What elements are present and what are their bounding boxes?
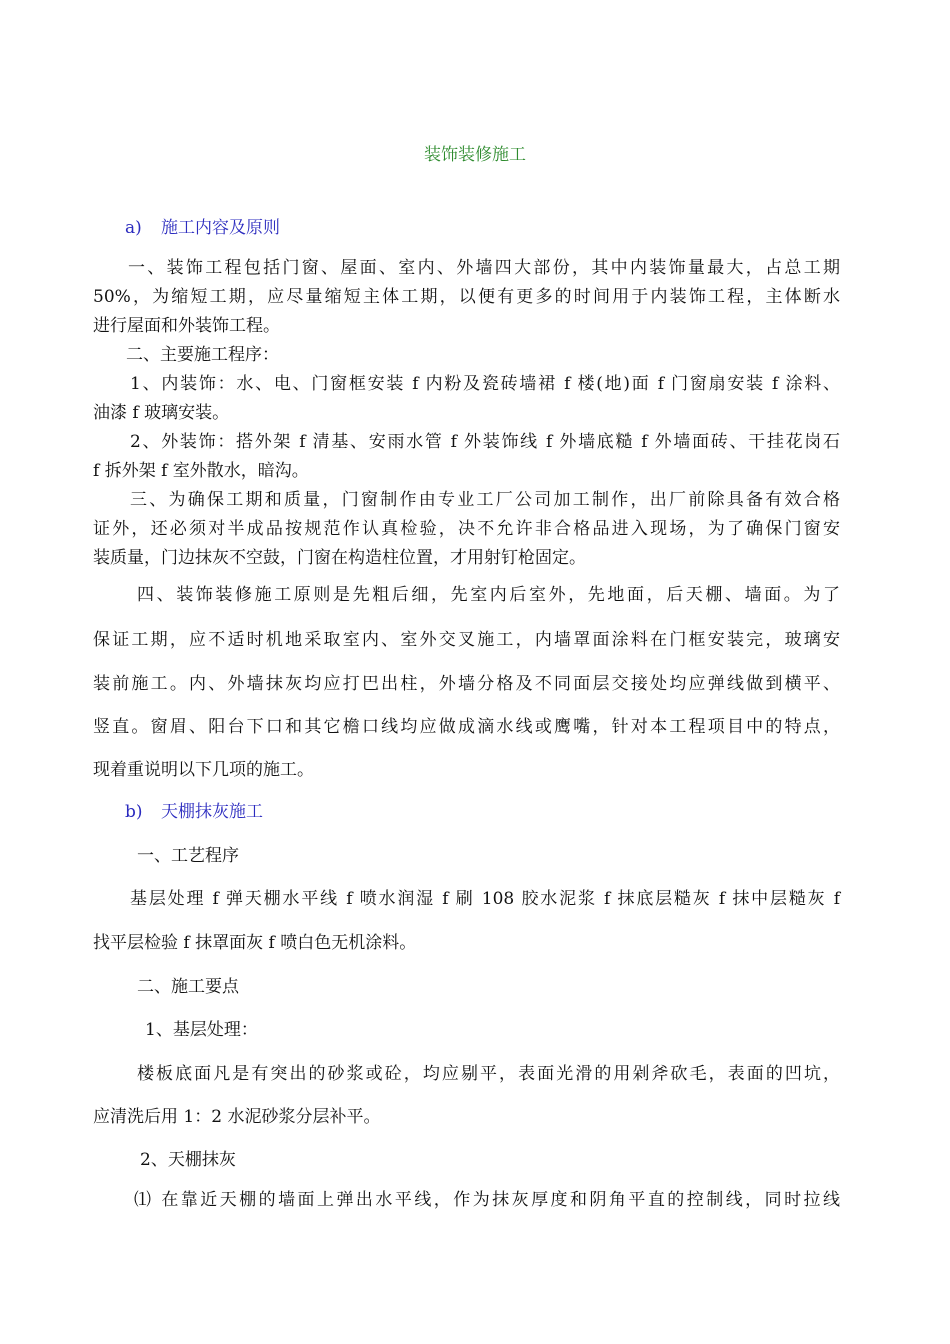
paragraph-line: 证外，还必须对半成品按规范作认真检验，决不允许非合格品进入现场，为了确保门窗安	[93, 519, 840, 539]
paragraph-line: 保证工期，应不适时机地采取室内、室外交叉施工，内墙罩面涂料在门框安装完，玻璃安	[93, 630, 840, 650]
section-a-marker: a)	[125, 218, 142, 238]
paragraph-line: 楼板底面凡是有突出的砂浆或砼，均应剔平，表面光滑的用剁斧砍毛，表面的凹坑，	[137, 1064, 840, 1084]
paragraph-line: 装质量，门边抹灰不空鼓，门窗在构造柱位置，才用射钉枪固定。	[93, 548, 586, 568]
paragraph-line: 一、工艺程序	[137, 846, 239, 866]
paragraph-line: ⑴ 在靠近天棚的墙面上弹出水平线，作为抹灰厚度和阴角平直的控制线，同时拉线	[134, 1190, 840, 1210]
section-a-heading	[125, 217, 280, 239]
document-title: 装饰装修施工	[424, 145, 526, 165]
section-b-marker: b)	[125, 802, 143, 822]
paragraph-line: 1、内装饰：水、电、门窗框安装 f 内粉及瓷砖墙裙 f 楼(地)面 f 门窗扇安装 f 涂料、	[130, 374, 840, 394]
paragraph-line: 二、施工要点	[137, 977, 239, 997]
paragraph-line: 2、天棚抹灰	[140, 1150, 236, 1170]
paragraph-line: 一、装饰工程包括门窗、屋面、室内、外墙四大部份，其中内装饰量最大，占总工期	[128, 258, 840, 278]
paragraph-line: 竖直。窗眉、阳台下口和其它檐口线均应做成滴水线或鹰嘴，针对本工程项目中的特点，	[93, 717, 840, 737]
paragraph-line: 四、装饰装修施工原则是先粗后细，先室内后室外，先地面，后天棚、墙面。为了	[137, 585, 840, 605]
paragraph-line: 二、主要施工程序：	[126, 345, 279, 365]
paragraph-line: 应清洗后用 1：2 水泥砂浆分层补平。	[93, 1107, 381, 1127]
paragraph-line: 找平层检验 f 抹罩面灰 f 喷白色无机涂料。	[93, 933, 417, 953]
paragraph-line: 油漆 f 玻璃安装。	[93, 403, 230, 423]
paragraph-line: 基层处理 f 弹天棚水平线 f 喷水润湿 f 刷 108 胶水泥浆 f 抹底层糙灰 f 抹中层糙灰 f	[130, 889, 840, 909]
paragraph-line: 装前施工。内、外墙抹灰均应打巴出柱，外墙分格及不同面层交接处均应弹线做到横平、	[93, 674, 840, 694]
paragraph-line: 现着重说明以下几项的施工。	[93, 760, 314, 780]
paragraph-line: 50%，为缩短工期，应尽量缩短主体工期，以便有更多的时间用于内装饰工程，主体断水	[93, 287, 840, 307]
paragraph-line: f 拆外架 f 室外散水，暗沟。	[93, 461, 309, 481]
paragraph-line: 2、外装饰：搭外架 f 清基、安雨水管 f 外装饰线 f 外墙底糙 f 外墙面砖、干挂花岗石	[130, 432, 840, 452]
section-a-title: 施工内容及原则	[161, 218, 280, 238]
paragraph-line: 1、基层处理：	[145, 1020, 258, 1040]
section-b-heading	[125, 801, 263, 823]
paragraph-line: 三、为确保工期和质量，门窗制作由专业工厂公司加工制作，出厂前除具备有效合格	[130, 490, 840, 510]
section-b-title: 天棚抹灰施工	[161, 802, 263, 822]
paragraph-line: 进行屋面和外装饰工程。	[93, 316, 280, 336]
